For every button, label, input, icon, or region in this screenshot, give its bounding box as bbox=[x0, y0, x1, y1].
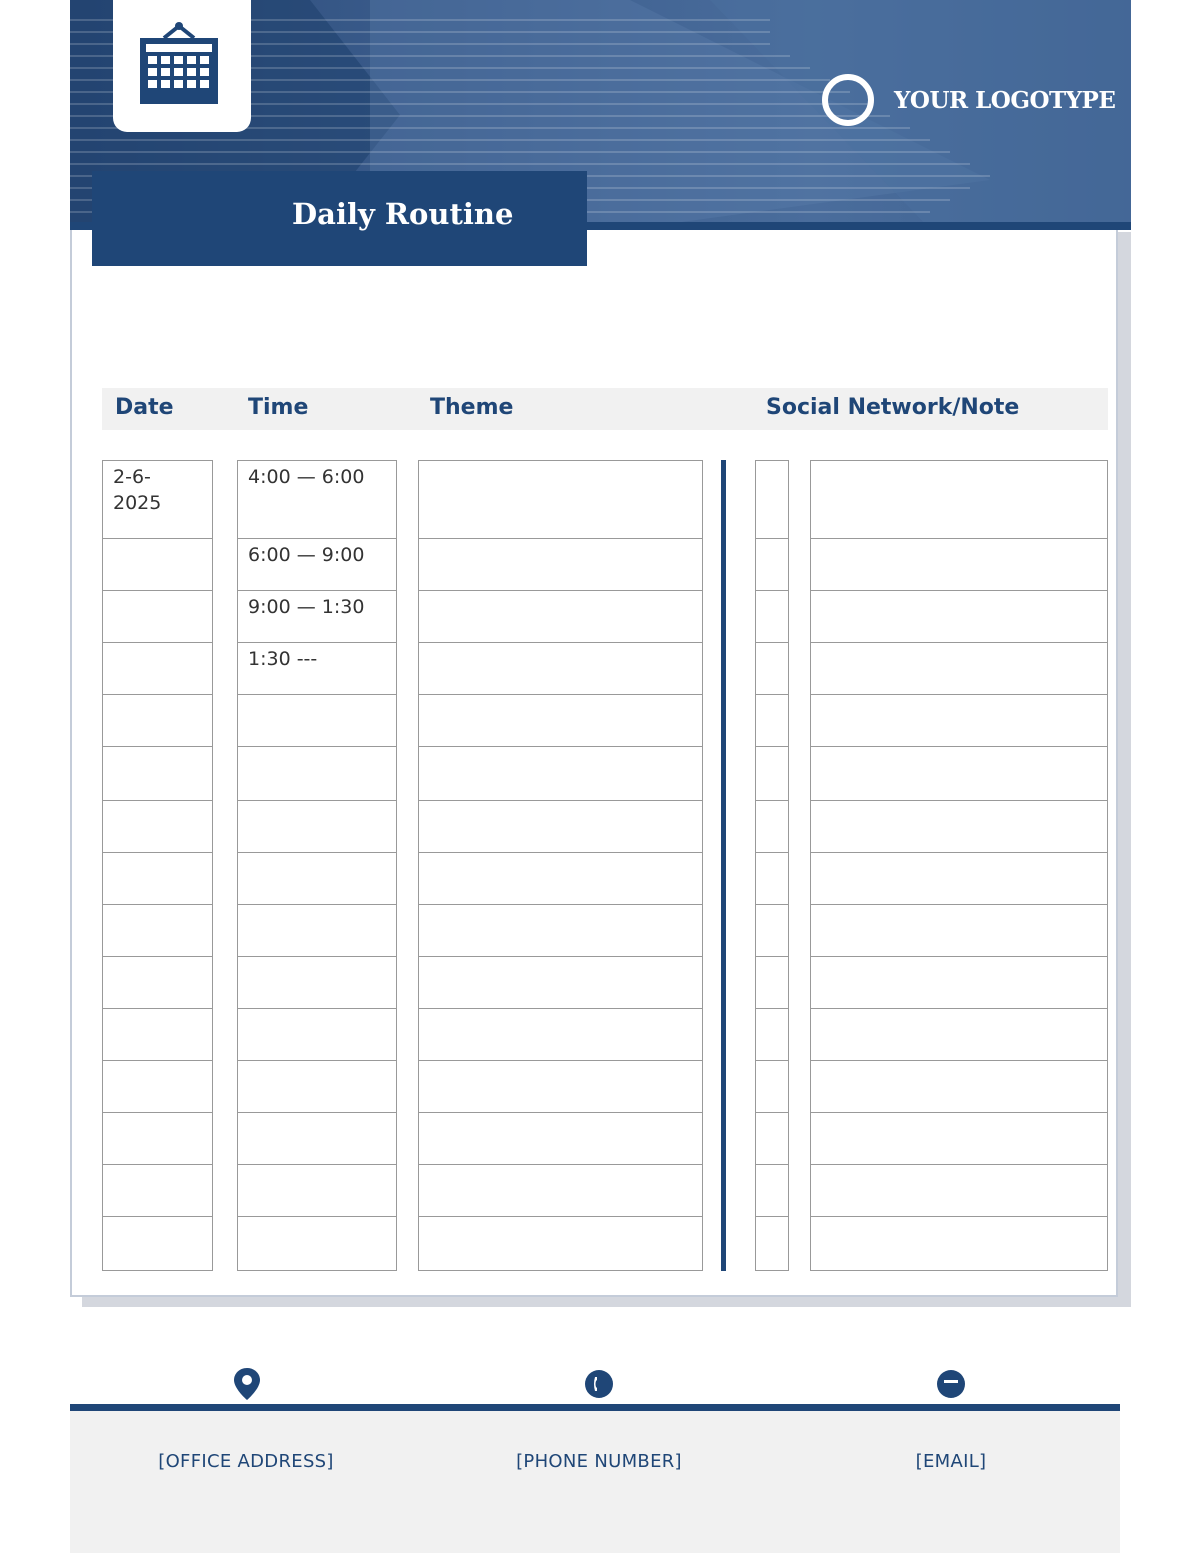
theme-cell[interactable] bbox=[419, 801, 702, 853]
note-cell[interactable] bbox=[811, 461, 1107, 539]
note-cell[interactable] bbox=[811, 1165, 1107, 1217]
footer bbox=[70, 1411, 1120, 1553]
time-cell[interactable] bbox=[238, 801, 396, 853]
date-cell[interactable] bbox=[103, 1165, 212, 1217]
theme-cell[interactable] bbox=[419, 1061, 702, 1113]
logo-ring-icon bbox=[822, 74, 874, 126]
time-cell[interactable] bbox=[238, 905, 396, 957]
note-cell[interactable] bbox=[811, 695, 1107, 747]
phone-number[interactable]: [PHONE NUMBER] bbox=[516, 1451, 682, 1472]
date-cell[interactable] bbox=[103, 643, 212, 695]
phone-icon bbox=[584, 1369, 614, 1399]
check-cell[interactable] bbox=[756, 461, 788, 539]
note-column bbox=[810, 460, 1108, 1271]
note-cell[interactable] bbox=[811, 1113, 1107, 1165]
date-cell[interactable] bbox=[103, 957, 212, 1009]
theme-cell[interactable] bbox=[419, 1009, 702, 1061]
time-value: 9:00 — 1:30 bbox=[248, 596, 365, 618]
time-cell[interactable] bbox=[238, 1009, 396, 1061]
table-header bbox=[102, 388, 1108, 430]
date-cell[interactable] bbox=[103, 539, 212, 591]
time-cell[interactable] bbox=[238, 1165, 396, 1217]
check-column bbox=[755, 460, 789, 1271]
time-cell[interactable] bbox=[238, 539, 396, 591]
theme-cell[interactable] bbox=[419, 1217, 702, 1271]
check-cell[interactable] bbox=[756, 539, 788, 591]
location-pin-icon bbox=[232, 1367, 262, 1401]
check-cell[interactable] bbox=[756, 905, 788, 957]
email-address[interactable]: [EMAIL] bbox=[915, 1451, 987, 1472]
time-value: 6:00 — 9:00 bbox=[248, 544, 365, 566]
theme-cell[interactable] bbox=[419, 591, 702, 643]
note-cell[interactable] bbox=[811, 643, 1107, 695]
check-cell[interactable] bbox=[756, 747, 788, 801]
date-cell[interactable] bbox=[103, 1009, 212, 1061]
date-cell[interactable] bbox=[103, 1061, 212, 1113]
time-cell[interactable] bbox=[238, 461, 396, 539]
theme-cell[interactable] bbox=[419, 957, 702, 1009]
time-cell[interactable] bbox=[238, 957, 396, 1009]
date-cell[interactable] bbox=[103, 853, 212, 905]
note-cell[interactable] bbox=[811, 539, 1107, 591]
logotype[interactable] bbox=[822, 68, 1115, 132]
theme-cell[interactable] bbox=[419, 461, 702, 539]
check-cell[interactable] bbox=[756, 695, 788, 747]
theme-cell[interactable] bbox=[419, 643, 702, 695]
column-divider bbox=[721, 460, 726, 1271]
check-cell[interactable] bbox=[756, 853, 788, 905]
check-cell[interactable] bbox=[756, 957, 788, 1009]
date-cell[interactable] bbox=[103, 461, 212, 539]
time-cell[interactable] bbox=[238, 1217, 396, 1271]
check-cell[interactable] bbox=[756, 643, 788, 695]
date-cell[interactable] bbox=[103, 1113, 212, 1165]
time-value: 4:00 — 6:00 bbox=[248, 466, 365, 488]
theme-cell[interactable] bbox=[419, 539, 702, 591]
time-cell[interactable] bbox=[238, 1113, 396, 1165]
office-address[interactable]: [OFFICE ADDRESS] bbox=[158, 1451, 334, 1472]
time-cell[interactable] bbox=[238, 695, 396, 747]
note-cell[interactable] bbox=[811, 591, 1107, 643]
theme-cell[interactable] bbox=[419, 695, 702, 747]
page-title: Daily Routine bbox=[292, 197, 514, 231]
date-cell[interactable] bbox=[103, 591, 212, 643]
date-column bbox=[102, 460, 213, 1271]
note-cell[interactable] bbox=[811, 747, 1107, 801]
theme-cell[interactable] bbox=[419, 747, 702, 801]
date-cell[interactable] bbox=[103, 747, 212, 801]
date-cell[interactable] bbox=[103, 801, 212, 853]
theme-cell[interactable] bbox=[419, 1113, 702, 1165]
calendar-badge bbox=[113, 0, 251, 132]
logo-text: YOUR LOGOTYPE bbox=[894, 86, 1116, 114]
column-header-date: Date bbox=[115, 395, 174, 420]
theme-cell[interactable] bbox=[419, 905, 702, 957]
note-cell[interactable] bbox=[811, 801, 1107, 853]
date-cell[interactable] bbox=[103, 1217, 212, 1271]
time-value: 1:30 --- bbox=[248, 648, 318, 670]
check-cell[interactable] bbox=[756, 1061, 788, 1113]
calendar-icon bbox=[138, 22, 220, 106]
email-icon bbox=[936, 1369, 966, 1399]
check-cell[interactable] bbox=[756, 801, 788, 853]
note-cell[interactable] bbox=[811, 1217, 1107, 1271]
time-cell[interactable] bbox=[238, 853, 396, 905]
theme-cell[interactable] bbox=[419, 1165, 702, 1217]
theme-cell[interactable] bbox=[419, 853, 702, 905]
time-column bbox=[237, 460, 397, 1271]
column-header-time: Time bbox=[248, 395, 309, 420]
note-cell[interactable] bbox=[811, 1061, 1107, 1113]
check-cell[interactable] bbox=[756, 1165, 788, 1217]
note-cell[interactable] bbox=[811, 1009, 1107, 1061]
column-header-social-network-note: Social Network/Note bbox=[766, 395, 1020, 420]
note-cell[interactable] bbox=[811, 905, 1107, 957]
time-cell[interactable] bbox=[238, 1061, 396, 1113]
column-header-theme: Theme bbox=[430, 395, 514, 420]
check-cell[interactable] bbox=[756, 1113, 788, 1165]
title-box bbox=[92, 171, 587, 266]
note-cell[interactable] bbox=[811, 957, 1107, 1009]
footer-divider bbox=[70, 1404, 1120, 1411]
check-cell[interactable] bbox=[756, 1217, 788, 1271]
time-cell[interactable] bbox=[238, 643, 396, 695]
time-cell[interactable] bbox=[238, 747, 396, 801]
date-value: 2-6- 2025 bbox=[113, 466, 162, 514]
date-cell[interactable] bbox=[103, 695, 212, 747]
date-cell[interactable] bbox=[103, 905, 212, 957]
note-cell[interactable] bbox=[811, 853, 1107, 905]
check-cell[interactable] bbox=[756, 591, 788, 643]
theme-column bbox=[418, 460, 703, 1271]
check-cell[interactable] bbox=[756, 1009, 788, 1061]
time-cell[interactable] bbox=[238, 591, 396, 643]
